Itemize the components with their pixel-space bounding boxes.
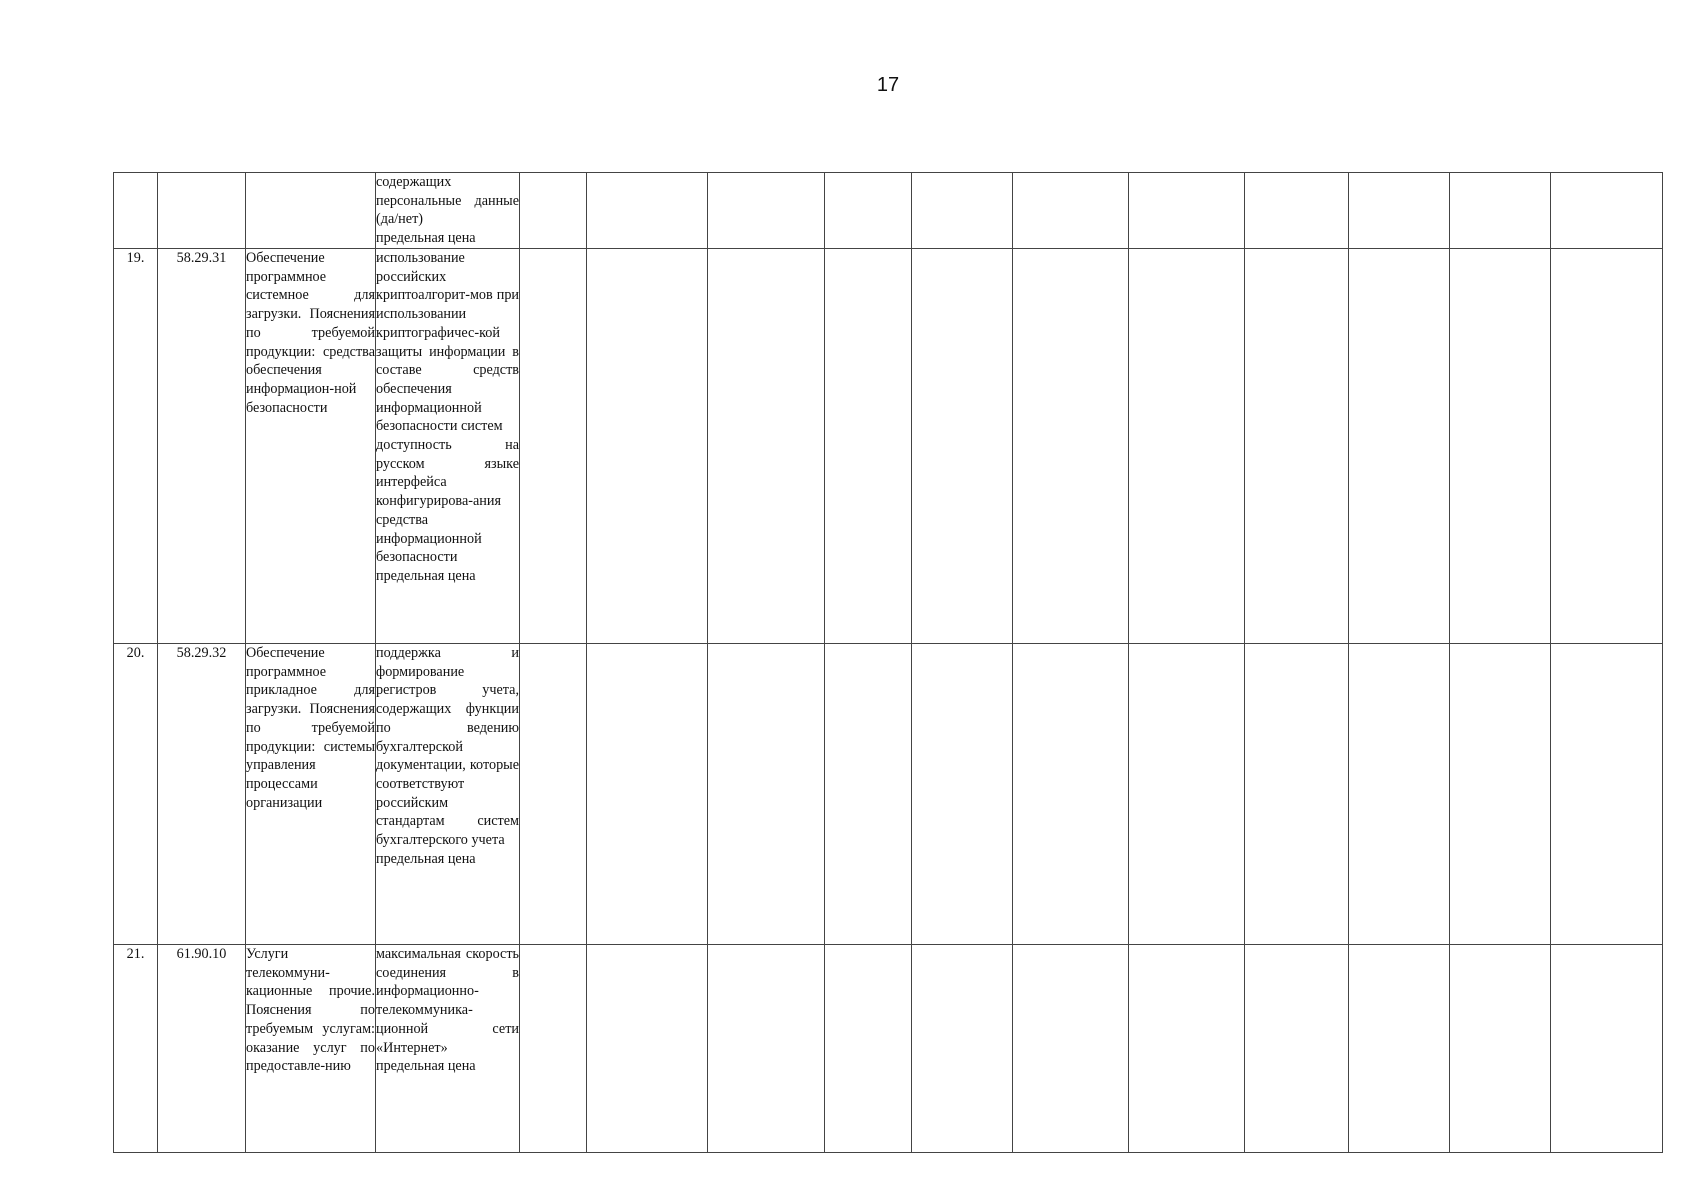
empty-cell	[1129, 644, 1245, 945]
characteristics-cell	[376, 644, 520, 945]
empty-cell	[1551, 945, 1663, 1153]
empty-cell	[1349, 249, 1450, 644]
row-number-cell	[114, 173, 158, 249]
empty-cell	[708, 249, 825, 644]
empty-cell	[912, 249, 1013, 644]
empty-cell	[825, 945, 912, 1153]
empty-cell	[912, 173, 1013, 249]
empty-cell	[708, 644, 825, 945]
empty-cell	[1349, 173, 1450, 249]
empty-cell	[1450, 644, 1551, 945]
empty-cell	[708, 945, 825, 1153]
empty-cell	[1129, 945, 1245, 1153]
empty-cell	[825, 249, 912, 644]
characteristic-text: поддержка и формирование регистров учета, содержащих функции по ведению бухгалтерской документации, которые соответствуют российским стандартам систем бухгалтерского учета предельная цена	[376, 645, 519, 867]
empty-cell	[1551, 249, 1663, 644]
characteristics-cell	[376, 249, 520, 644]
okpd-code-cell: 61.90.10	[158, 945, 246, 1153]
row-number-cell: 19.	[114, 249, 158, 644]
empty-cell	[587, 173, 708, 249]
row-number-cell: 21.	[114, 945, 158, 1153]
empty-cell	[520, 249, 587, 644]
empty-cell	[520, 644, 587, 945]
empty-cell	[1349, 945, 1450, 1153]
empty-cell	[1245, 945, 1349, 1153]
empty-cell	[825, 173, 912, 249]
description-cell: Обеспечение программное системное для загрузки. Пояснения по требуемой продукции: средства обеспечения информацион-ной безопасности	[246, 249, 376, 644]
empty-cell	[912, 644, 1013, 945]
empty-cell	[1129, 173, 1245, 249]
empty-cell	[1013, 173, 1129, 249]
empty-cell	[708, 173, 825, 249]
characteristic-text: максимальная скорость соединения в информационно-телекоммуника-ционной сети «Интернет» предельная цена	[376, 946, 519, 1075]
table-row	[114, 249, 1663, 644]
empty-cell	[1450, 249, 1551, 644]
description-cell	[246, 173, 376, 249]
empty-cell	[1245, 249, 1349, 644]
characteristics-cell	[376, 945, 520, 1153]
empty-cell	[520, 945, 587, 1153]
empty-cell	[1013, 644, 1129, 945]
row-number-cell: 20.	[114, 644, 158, 945]
empty-cell	[1013, 249, 1129, 644]
description-cell: Обеспечение программное прикладное для загрузки. Пояснения по требуемой продукции: системы управления процессами организации	[246, 644, 376, 945]
okpd-code-cell: 58.29.31	[158, 249, 246, 644]
empty-cell	[587, 945, 708, 1153]
characteristic-text: использование российских криптоалгорит-мов при использовании криптографичес-кой защиты информации в составе средств обеспечения информационной безопасности систем доступность на русском языке интерфейса конфигурирова-ания средства информационной безопасности предельная цена	[376, 250, 519, 584]
empty-cell	[1245, 173, 1349, 249]
empty-cell	[1129, 249, 1245, 644]
table-row	[114, 945, 1663, 1153]
empty-cell	[825, 644, 912, 945]
characteristics-cell	[376, 173, 520, 249]
okpd-code-cell: 58.29.32	[158, 644, 246, 945]
empty-cell	[587, 249, 708, 644]
description-cell: Услуги телекоммуни-кационные прочие. Пояснения по требуемым услугам: оказание услуг по предоставле-нию	[246, 945, 376, 1153]
empty-cell	[1551, 644, 1663, 945]
empty-cell	[1245, 644, 1349, 945]
empty-cell	[1450, 173, 1551, 249]
empty-cell	[1349, 644, 1450, 945]
table-row	[114, 173, 1663, 249]
empty-cell	[1551, 173, 1663, 249]
register-table	[113, 172, 1663, 1153]
okpd-code-cell	[158, 173, 246, 249]
page-number: 17	[876, 74, 900, 96]
empty-cell	[1450, 945, 1551, 1153]
empty-cell	[587, 644, 708, 945]
empty-cell	[1013, 945, 1129, 1153]
empty-cell	[912, 945, 1013, 1153]
empty-cell	[520, 173, 587, 249]
table-row	[114, 644, 1663, 945]
characteristic-text: содержащих персональные данные (да/нет) предельная цена	[376, 174, 519, 247]
